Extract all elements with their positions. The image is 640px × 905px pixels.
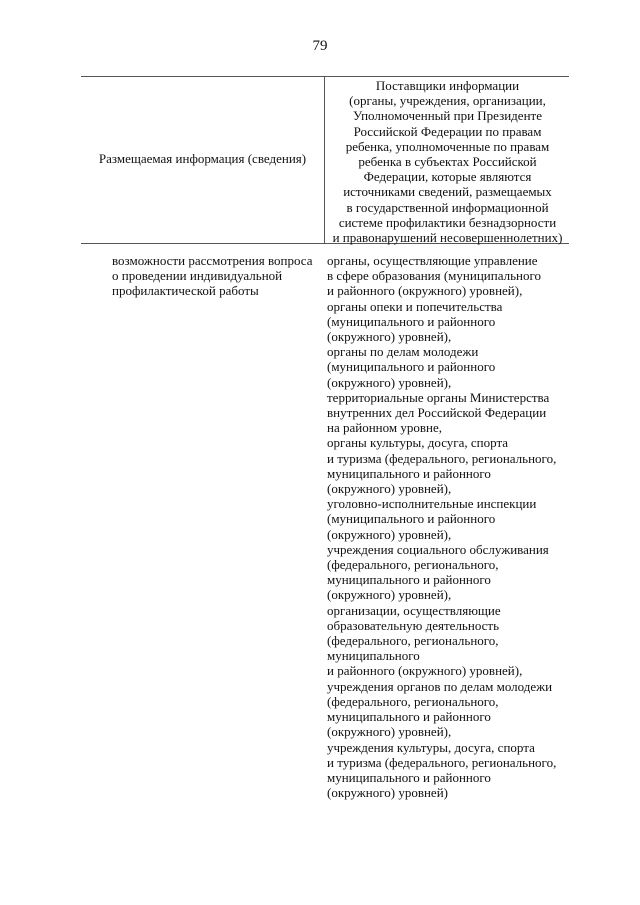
row-providers-line: (окружного) уровней), (327, 374, 452, 390)
row-providers-line: уголовно-исполнительные инспекции (327, 496, 537, 512)
table-top-border (81, 76, 569, 77)
header-info-column: Размещаемая информация (сведения) (98, 151, 307, 166)
row-providers-line: (окружного) уровней), (327, 481, 452, 497)
row-providers-line: на районном уровне, (327, 420, 442, 436)
row-providers-line: (окружного) уровней) (327, 785, 448, 801)
header-providers-line: Уполномоченный при Президенте (353, 108, 542, 124)
row-info-line: возможности рассмотрения вопроса (112, 253, 313, 268)
row-providers-line: территориальные органы Министерства (327, 389, 550, 405)
header-providers-line: Федерации, которые являются (363, 169, 532, 185)
row-providers-line: муниципального и районного (327, 465, 491, 481)
row-providers-line: органы культуры, досуга, спорта (327, 435, 509, 451)
row-info-line: о проведении индивидуальной (112, 268, 283, 284)
row-providers-line: (окружного) уровней), (327, 587, 452, 603)
header-providers-line: системе профилактики безнадзорности (338, 214, 557, 230)
row-providers-line: (муниципального и районного (327, 313, 496, 329)
page-number: 79 (312, 38, 328, 54)
row-providers-line: (федерального, регионального, (327, 693, 499, 709)
row-providers-line: (федерального, регионального, (327, 557, 499, 573)
row-providers-line: в сфере образования (муниципального (327, 268, 541, 284)
header-providers-column (326, 78, 569, 245)
row-providers-line: (муниципального и районного (327, 359, 496, 375)
header-column-divider (324, 76, 325, 243)
row-providers-line: учреждения культуры, досуга, спорта (327, 739, 535, 755)
row-providers-line: внутренних дел Российской Федерации (327, 405, 547, 421)
row-providers-line: органы опеки и попечительства (327, 298, 503, 314)
row-providers-line: органы по делам молодежи (327, 344, 479, 360)
row-providers-line: и районного (окружного) уровней), (327, 283, 523, 299)
row-providers-line: муниципального (327, 648, 420, 664)
row-providers-line: муниципального и районного (327, 572, 491, 588)
row-providers-line: организации, осуществляющие (327, 602, 501, 618)
row-providers-line: и туризма (федерального, регионального, (327, 450, 557, 466)
header-providers-line: и правонарушений несовершеннолетних) (332, 230, 563, 246)
row-providers-line: и районного (окружного) уровней), (327, 663, 523, 679)
row-providers-line: (окружного) уровней), (327, 329, 452, 345)
row-providers-line: муниципального и районного (327, 769, 491, 785)
header-providers-line: ребенка, уполномоченные по правам (345, 138, 550, 154)
row-providers-line: учреждения органов по делам молодежи (327, 678, 553, 694)
row-providers-line: образовательную деятельность (327, 617, 500, 633)
header-providers-line: Поставщики информации (375, 78, 520, 93)
row-info-cell (112, 253, 322, 299)
header-providers-line: (органы, учреждения, организации, (349, 93, 546, 109)
row-providers-line: (муниципального и районного (327, 511, 496, 527)
row-providers-line: органы, осуществляющие управление (327, 253, 538, 268)
row-providers-line: муниципального и районного (327, 709, 491, 725)
row-providers-cell (327, 253, 567, 800)
row-providers-line: (окружного) уровней), (327, 526, 452, 542)
header-providers-line: в государственной информационной (346, 199, 549, 215)
row-providers-line: учреждения социального обслуживания (327, 541, 549, 557)
row-providers-line: и туризма (федерального, регионального, (327, 754, 557, 770)
header-providers-line: ребенка в субъектах Российской (358, 154, 537, 170)
row-providers-line: (окружного) уровней), (327, 724, 452, 740)
row-info-line: профилактической работы (112, 283, 259, 299)
row-providers-line: (федерального, регионального, (327, 633, 499, 649)
header-providers-line: источниками сведений, размещаемых (343, 184, 552, 200)
header-providers-line: Российской Федерации по правам (353, 123, 542, 139)
